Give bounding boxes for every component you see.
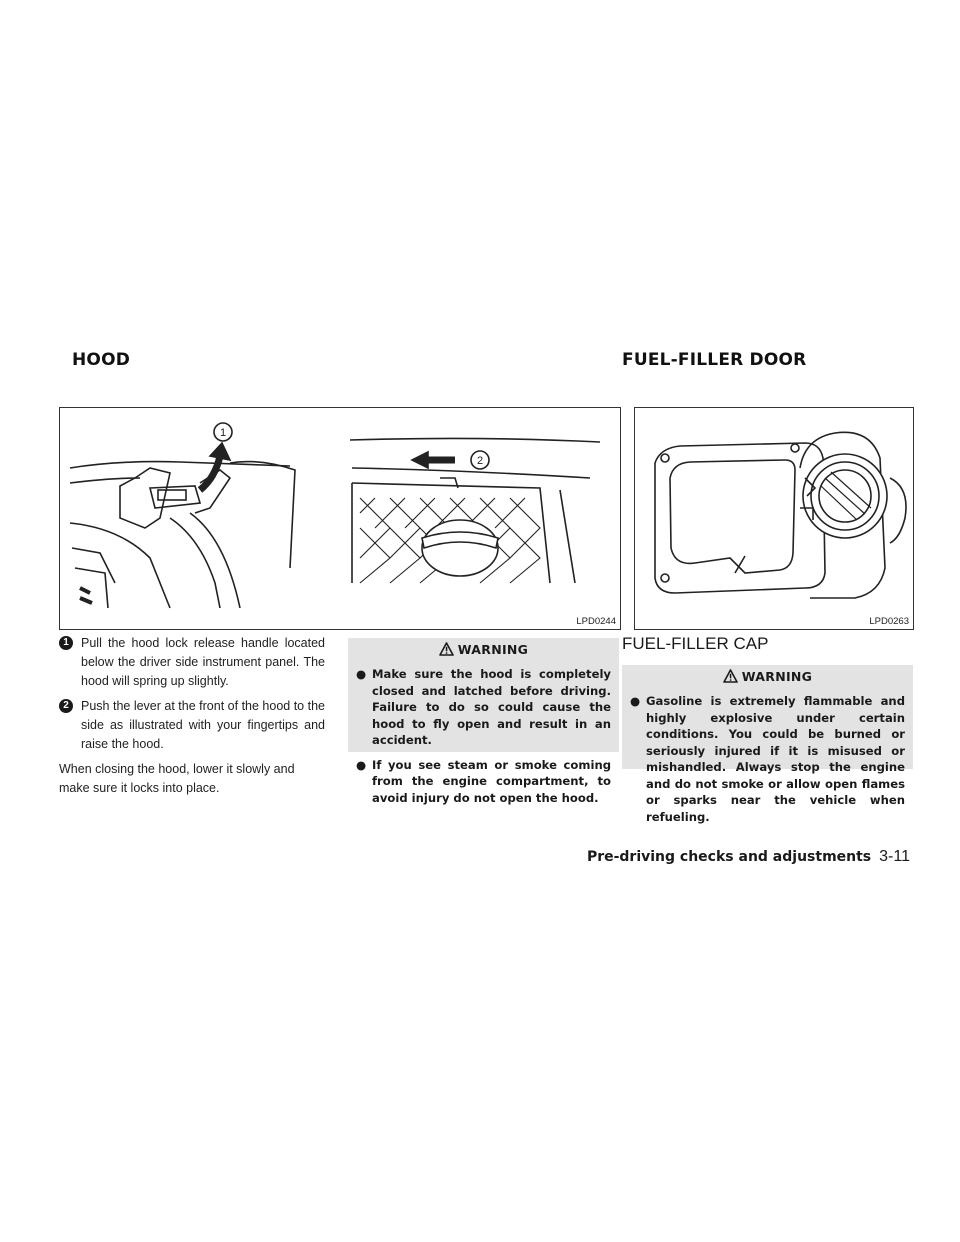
warning-triangle-icon [439,642,454,656]
warning-triangle-icon [723,669,738,683]
fuel-warning-box [622,665,913,824]
figure-code-fuel: LPD0263 [869,616,909,627]
fuel-filler-cap-title: FUEL-FILLER CAP [622,634,769,653]
warning-item: ● Make sure the hood is completely closed and latched before driving. Failure to do so could cause the hood to fly open and result in an accident. [356,667,611,747]
fuel-filler-illustration [634,407,914,630]
bullet: ● [356,757,367,772]
bullet: ● [630,694,641,708]
callout-1: 1 [219,427,227,439]
warning-item: ● Gasoline is extremely flammable and highly explosive under certain conditions. You could be burned or seriously injured if it is misused or mishandled. Always stop the engine and do not smoke or allow open flames or sparks near the vehicle when refueling. [630,694,905,824]
warning-header [622,665,913,687]
bullet: ● [356,667,367,681]
step-number-2: 2 [59,699,73,713]
page-footer [587,848,910,866]
hood-step-2-text: Push the lever at the front of the hood to the side as illustrated with your fingertips and raise the hood. [81,699,325,751]
hood-closing-paragraph: When closing the hood, lower it slowly and make sure it locks into place. [59,762,295,795]
section-title-hood: HOOD [72,350,131,370]
step-number-1: 1 [59,636,73,650]
callout-2: 2 [476,455,484,467]
warning-item: ● If you see steam or smoke coming from the engine compartment, to avoid injury do not open the hood. [356,757,611,805]
warning-label: WARNING [457,641,529,657]
footer-section-name: Pre-driving checks and adjustments [586,849,872,865]
hood-step-1-text: Pull the hood lock release handle located below the driver side instrument panel. The hood will spring up slightly. [81,636,325,688]
hood-warning-box [348,638,619,805]
figure-code-hood: LPD0244 [576,616,616,627]
page-number: 3-11 [879,848,910,865]
warning-label: WARNING [741,668,813,684]
section-title-fuel-filler-door: FUEL-FILLER DOOR [622,350,807,370]
hood-illustration [59,407,621,630]
warning-header [348,638,619,660]
hood-step-2 [59,697,325,754]
hood-step-1 [59,634,325,691]
